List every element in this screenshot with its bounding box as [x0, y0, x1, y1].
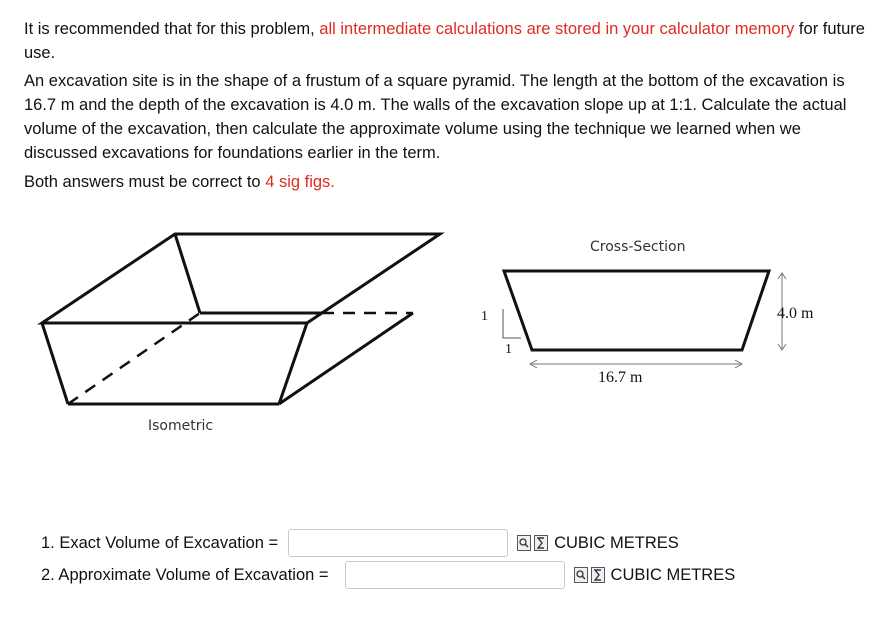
highlight-text: all intermediate calculations are stored in your calculator memory	[319, 20, 795, 38]
sigfig-highlight: 4 sig figs.	[265, 173, 335, 191]
question-row	[41, 529, 679, 557]
intro-note: It is recommended that for this problem, all intermediate calculations are stored in your calculator memory for future use.	[24, 20, 865, 62]
isometric-label: Isometric	[148, 418, 214, 434]
slope-triangle	[503, 309, 521, 338]
equation-editor-icon[interactable]	[534, 535, 548, 551]
question-label: 1. Exact Volume of Excavation =	[41, 534, 279, 552]
hidden-edge	[68, 313, 200, 404]
problem-statement: An excavation site is in the shape of a frustum of a square pyramid. The length at the bottom of the excavation is 16.7 m and the depth of the excavation is 4.0 m. The walls of the excavation slope up at 1:1. Calculate the actual volume of the excavation, then calculate the approximate volume using the technique we learned when we discussed excavations for foundations earlier in the term.	[24, 72, 847, 162]
approximate-volume-input[interactable]	[345, 561, 565, 589]
top-rim	[42, 234, 440, 323]
preview-icon[interactable]	[574, 567, 588, 583]
unit-label: CUBIC METRES	[554, 534, 679, 552]
question-label: 2. Approximate Volume of Excavation =	[41, 566, 329, 584]
cross-section-trapezoid	[504, 271, 769, 350]
exact-volume-input[interactable]	[288, 529, 508, 557]
length-dimension	[530, 360, 742, 368]
question-row	[41, 561, 735, 589]
sigfig-note: Both answers must be correct to 4 sig figs.	[24, 173, 335, 191]
unit-label: CUBIC METRES	[610, 566, 736, 584]
depth-label: 4.0 m	[777, 305, 814, 322]
preview-icon[interactable]	[517, 535, 531, 551]
bottom-length-label: 16.7 m	[598, 369, 643, 386]
cross-section-label: Cross-Section	[590, 239, 686, 255]
equation-editor-icon[interactable]	[591, 567, 605, 583]
slope-rise-label: 1	[481, 309, 488, 324]
slope-run-label: 1	[505, 342, 512, 357]
